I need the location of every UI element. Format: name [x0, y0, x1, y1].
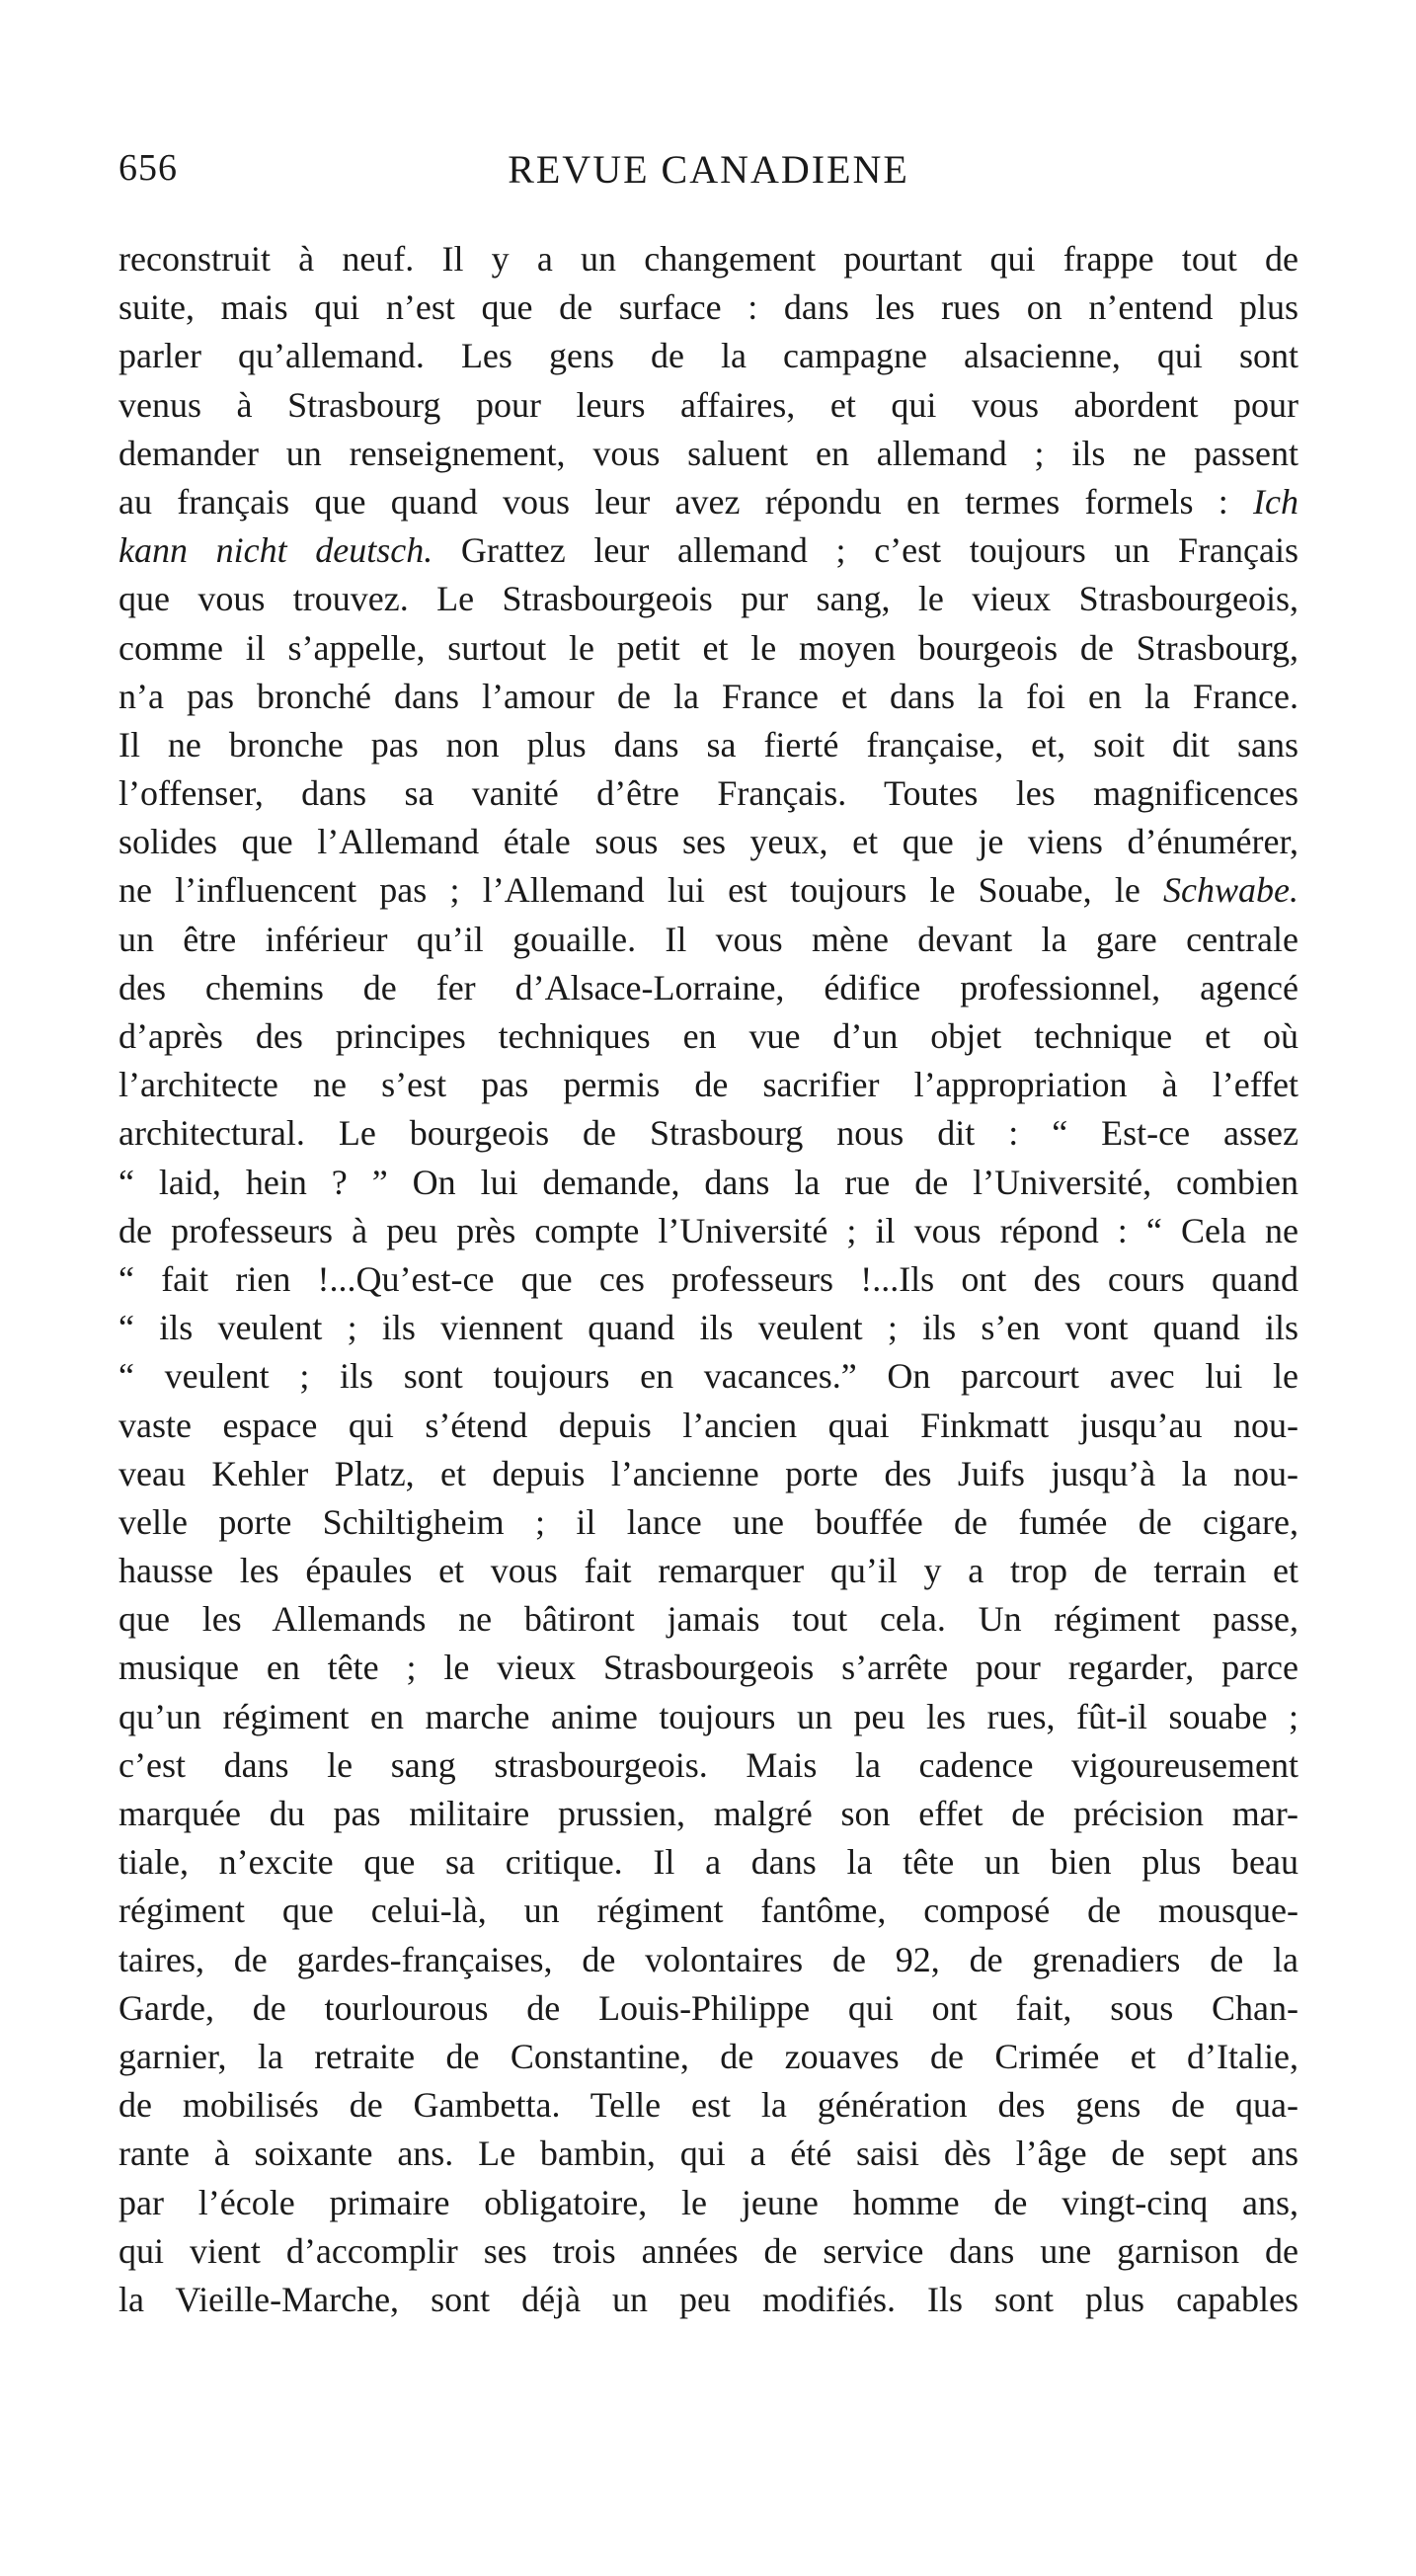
body-text: [118, 235, 1298, 2324]
text-line: [118, 1595, 1298, 1644]
text-line: [118, 478, 1298, 526]
text-segment: comme il s’appelle, surtout le petit et le moyen bourgeois de Strasbourg,: [118, 627, 1298, 668]
text-line: [118, 1012, 1298, 1061]
text-line: [118, 1547, 1298, 1595]
text-line: [118, 1838, 1298, 1887]
text-line: [118, 1304, 1298, 1352]
text-line: [118, 526, 1298, 575]
text-line: [118, 2227, 1298, 2276]
italic-text: Schwabe.: [1163, 870, 1298, 911]
text-line: [118, 2179, 1298, 2227]
text-line: [118, 1159, 1298, 1207]
text-line: [118, 1790, 1298, 1838]
text-segment: Il ne bronche pas non plus dans sa fierté française, et, soit dit sans: [118, 724, 1298, 765]
text-segment: demander un renseignement, vous saluent en allemand ; ils ne passent: [118, 433, 1298, 473]
italic-text: kann nicht deutsch.: [118, 530, 433, 571]
text-line: [118, 1936, 1298, 1984]
text-segment: taires, de gardes-françaises, de volontaires de 92, de grenadiers de la: [118, 1939, 1298, 1979]
text-line: [118, 2081, 1298, 2130]
text-line: [118, 2033, 1298, 2081]
text-line: [118, 721, 1298, 769]
text-segment: velle porte Schiltigheim ; il lance une bouffée de fumée de cigare,: [118, 1501, 1298, 1542]
text-line: [118, 1741, 1298, 1790]
text-segment: parler qu’allemand. Les gens de la campagne alsacienne, qui sont: [118, 336, 1298, 376]
text-segment: que vous trouvez. Le Strasbourgeois pur sang, le vieux Strasbourgeois,: [118, 579, 1298, 619]
text-segment: l’offenser, dans sa vanité d’être Français. Toutes les magnificences: [118, 773, 1298, 814]
text-segment: au français que quand vous leur avez répondu en termes formels :: [118, 481, 1254, 522]
text-line: [118, 1255, 1298, 1304]
text-segment: tiale, n’excite que sa critique. Il a dans la tête un bien plus beau: [118, 1842, 1298, 1883]
text-segment: venus à Strasbourg pour leurs affaires, et qui vous abordent pour: [118, 384, 1298, 425]
text-line: [118, 332, 1298, 380]
text-line: [118, 381, 1298, 430]
text-line: [118, 1644, 1298, 1692]
text-line: [118, 1061, 1298, 1109]
text-line: [118, 1402, 1298, 1450]
text-segment: la Vieille-Marche, sont déjà un peu modifiés. Ils sont plus capables: [118, 2279, 1298, 2319]
text-segment: par l’école primaire obligatoire, le jeune homme de vingt-cinq ans,: [118, 2182, 1298, 2222]
text-segment: Garde, de tourlourous de Louis-Philippe qui ont fait, sous Chan-: [118, 1987, 1298, 2028]
text-line: [118, 1352, 1298, 1401]
text-line: [118, 1207, 1298, 1255]
text-segment: de mobilisés de Gambetta. Telle est la génération des gens de qua-: [118, 2085, 1298, 2126]
text-line: [118, 235, 1298, 283]
text-segment: rante à soixante ans. Le bambin, qui a été saisi dès l’âge de sept ans: [118, 2133, 1298, 2174]
text-line: [118, 1984, 1298, 2033]
text-segment: marquée du pas militaire prussien, malgré son effet de précision mar-: [118, 1794, 1298, 1833]
text-segment: suite, mais qui n’est que de surface : dans les rues on n’entend plus: [118, 287, 1298, 328]
text-line: [118, 673, 1298, 721]
text-segment: de professeurs à peu près compte l’Université ; il vous répond : “ Cela ne: [118, 1210, 1298, 1250]
text-segment: l’architecte ne s’est pas permis de sacrifier l’appropriation à l’effet: [118, 1065, 1298, 1105]
text-line: [118, 866, 1298, 915]
text-segment: “ ils veulent ; ils viennent quand ils veulent ; ils s’en vont quand ils: [118, 1308, 1298, 1348]
text-line: [118, 1693, 1298, 1741]
text-segment: “ laid, hein ? ” On lui demande, dans la rue de l’Université, combien: [118, 1162, 1298, 1202]
text-line: [118, 818, 1298, 866]
page-number: 656: [118, 147, 178, 189]
text-segment: hausse les épaules et vous fait remarquer qu’il y a trop de terrain et: [118, 1551, 1298, 1591]
text-line: [118, 964, 1298, 1012]
text-segment: c’est dans le sang strasbourgeois. Mais la cadence vigoureusement: [118, 1744, 1298, 1785]
text-segment: que les Allemands ne bâtiront jamais tout cela. Un régiment passe,: [118, 1599, 1298, 1640]
text-segment: régiment que celui-là, un régiment fantôme, composé de mousque-: [118, 1891, 1298, 1931]
text-segment: reconstruit à neuf. Il y a un changement pourtant qui frappe tout de: [118, 239, 1298, 279]
text-segment: vaste espace qui s’étend depuis l’ancien quai Finkmatt jusqu’au nou-: [118, 1405, 1298, 1445]
text-segment: musique en tête ; le vieux Strasbourgeois s’arrête pour regarder, parce: [118, 1648, 1298, 1688]
text-segment: architectural. Le bourgeois de Strasbourg nous dit : “ Est-ce assez: [118, 1113, 1298, 1154]
text-line: [118, 2130, 1298, 2178]
text-line: [118, 575, 1298, 623]
text-segment: Grattez leur allemand ; c’est toujours un Français: [433, 530, 1298, 571]
text-segment: ne l’influencent pas ; l’Allemand lui est toujours le Souabe, le: [118, 870, 1164, 911]
text-line: [118, 1498, 1298, 1547]
text-segment: garnier, la retraite de Constantine, de zouaves de Crimée et d’Italie,: [118, 2036, 1298, 2076]
running-title: REVUE CANADIENE: [508, 147, 909, 192]
text-line: [118, 624, 1298, 673]
text-line: [118, 1450, 1298, 1498]
text-segment: qui vient d’accomplir ses trois années de service dans une garnison de: [118, 2230, 1298, 2271]
text-line: [118, 2276, 1298, 2324]
text-line: [118, 430, 1298, 478]
text-line: [118, 769, 1298, 818]
text-segment: des chemins de fer d’Alsace-Lorraine, édifice professionnel, agencé: [118, 967, 1298, 1007]
text-segment: d’après des principes techniques en vue d’un objet technique et où: [118, 1016, 1298, 1056]
text-segment: “ veulent ; ils sont toujours en vacances.” On parcourt avec lui le: [118, 1356, 1298, 1397]
text-line: [118, 1109, 1298, 1158]
text-segment: n’a pas bronché dans l’amour de la France et dans la foi en la France.: [118, 676, 1298, 716]
text-segment: “ fait rien !...Qu’est-ce que ces professeurs !...Ils ont des cours quand: [118, 1258, 1298, 1299]
text-segment: solides que l’Allemand étale sous ses yeux, et que je viens d’énumérer,: [118, 822, 1298, 862]
text-segment: veau Kehler Platz, et depuis l’ancienne porte des Juifs jusqu’à la nou-: [118, 1453, 1298, 1493]
text-line: [118, 283, 1298, 332]
text-line: [118, 1887, 1298, 1935]
text-segment: qu’un régiment en marche anime toujours un peu les rues, fût-il souabe ;: [118, 1696, 1298, 1736]
page-header: [118, 146, 1298, 205]
text-line: [118, 916, 1298, 964]
italic-text: Ich: [1253, 481, 1298, 522]
text-segment: un être inférieur qu’il gouaille. Il vous mène devant la gare centrale: [118, 919, 1298, 959]
